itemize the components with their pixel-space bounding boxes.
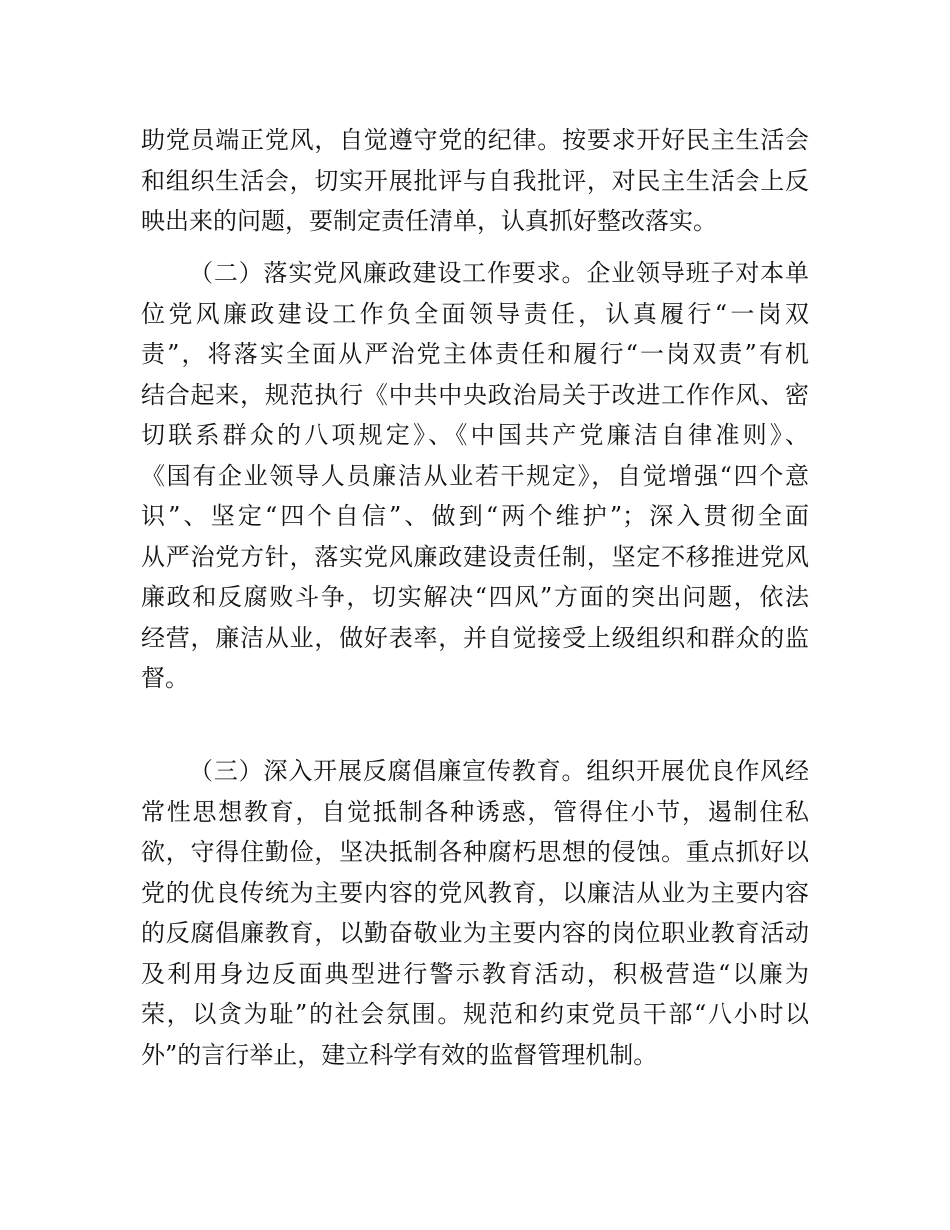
text-line: 欲，守得住勤俭，坚决抵制各种腐朽思想的侵蚀。重点抓好以 [141,838,809,866]
text-line: 外”的言行举止，建立科学有效的监督管理机制。 [141,1040,658,1069]
text-line: 识”、坚定“四个自信”、做到“两个维护”；深入贯彻全面 [141,502,809,530]
text-line: 的反腐倡廉教育，以勤奋敬业为主要内容的岗位职业教育活动 [141,919,809,947]
text-line: 和组织生活会，切实开展批评与自我批评，对民主生活会上反 [141,166,809,195]
text-line: 及利用身边反面典型进行警示教育活动，积极营造“以廉为 [141,959,809,988]
text-line: 经营，廉洁从业，做好表率，并自觉接受上级组织和群众的监 [141,623,809,652]
text-line: 助党员端正党风，自觉遵守党的纪律。按要求开好民主生活会 [141,126,809,154]
text-line: 常性思想教育，自觉抵制各种诱惑，管得住小节，遏制住私 [141,797,809,826]
paragraph-section-2 [141,253,809,699]
text-line: 廉政和反腐败斗争，切实解决“四风”方面的突出问题，依法 [141,583,809,611]
text-line: （二）落实党风廉政建设工作要求。企业领导班子对本单 [189,259,809,287]
text-line: 荣，以贪为耻”的社会氛围。规范和约束党员干部“八小时以 [141,1000,809,1028]
text-line: 结合起来，规范执行《中共中央政治局关于改进工作作风、密 [141,380,809,409]
text-line: 《国有企业领导人员廉洁从业若干规定》，自觉增强“四个意 [141,461,809,490]
text-line: 党的优良传统为主要内容的党风教育，以廉洁从业为主要内容 [141,878,809,907]
text-line: 督。 [141,664,189,692]
text-line: 从严治党方针，落实党风廉政建设责任制，坚定不移推进党风 [141,542,809,571]
paragraph-section-3 [141,751,809,1075]
text-line: 责”，将落实全面从严治党主体责任和履行“一岗双责”有机 [141,340,809,368]
text-line: 位党风廉政建设工作负全面领导责任，认真履行“一岗双 [141,299,809,328]
text-line: 切联系群众的八项规定》、《中国共产党廉洁自律准则》、 [141,421,809,449]
text-line: 映出来的问题，要制定责任清单，认真抓好整改落实。 [141,207,717,235]
text-line: （三）深入开展反腐倡廉宣传教育。组织开展优良作风经 [189,757,809,785]
paragraph-continuation [141,120,809,242]
